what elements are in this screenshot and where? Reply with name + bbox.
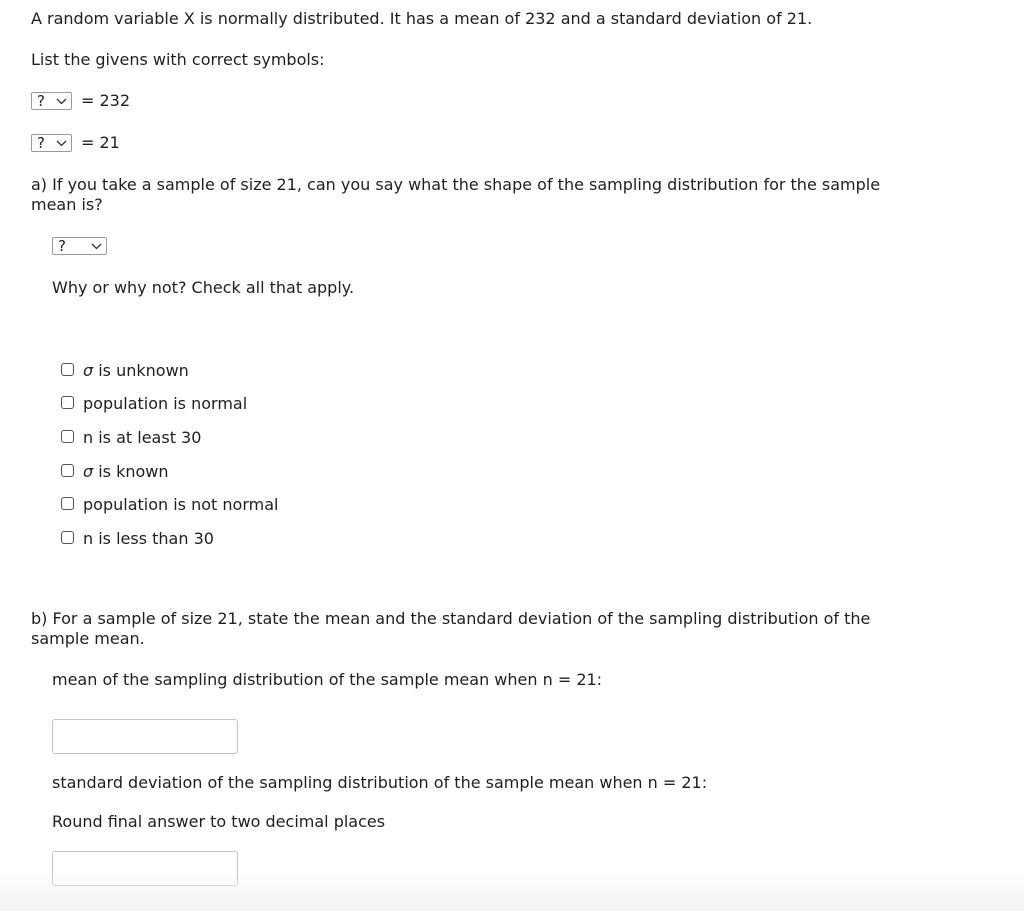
given-sd-symbol-select[interactable]: [31, 134, 72, 152]
round-note: Round final answer to two decimal places: [52, 812, 386, 831]
part-b-question-line1: b) For a sample of size 21, state the mean and the standard deviation of the sampling distribution of the: [31, 609, 871, 628]
option-population-not-normal[interactable]: [61, 495, 361, 515]
shape-select[interactable]: [52, 237, 107, 255]
option-text: is unknown: [93, 361, 189, 380]
sigma-symbol: σ: [83, 462, 94, 481]
option-population-normal[interactable]: [61, 394, 361, 414]
given-mean-value: = 232: [81, 91, 131, 110]
part-a-question-line1: a) If you take a sample of size 21, can you say what the shape of the sampling distribution for the sample: [31, 175, 881, 194]
select-value: ?: [58, 237, 66, 255]
mean-prompt: mean of the sampling distribution of the sample mean when n = 21:: [52, 670, 603, 689]
option-label: [83, 361, 189, 381]
chevron-down-icon: [56, 98, 67, 105]
sigma-symbol: σ: [83, 361, 94, 380]
select-value: ?: [37, 92, 45, 110]
part-b-question-line2: sample mean.: [31, 629, 145, 648]
option-sigma-known[interactable]: [61, 462, 361, 482]
given-mean-symbol-select[interactable]: [31, 92, 72, 110]
chevron-down-icon: [56, 140, 67, 147]
option-n-less-than-30[interactable]: [61, 529, 361, 549]
why-prompt: Why or why not? Check all that apply.: [52, 278, 355, 297]
option-sigma-unknown[interactable]: [61, 361, 361, 381]
given-sd-value: = 21: [81, 133, 120, 152]
option-text: n is less than 30: [83, 529, 214, 548]
intro-text: A random variable X is normally distributed. It has a mean of 232 and a standard deviation of 21.: [31, 9, 813, 28]
sd-prompt: standard deviation of the sampling distribution of the sample mean when n = 21:: [52, 773, 708, 792]
checkbox[interactable]: [61, 531, 74, 544]
option-n-at-least-30[interactable]: [61, 428, 361, 448]
select-value: ?: [37, 134, 45, 152]
option-text: population is normal: [83, 394, 248, 413]
chevron-down-icon: [91, 243, 102, 250]
checkbox[interactable]: [61, 396, 74, 409]
checkbox[interactable]: [61, 464, 74, 477]
part-a-question-line2: mean is?: [31, 195, 103, 214]
option-text: n is at least 30: [83, 428, 202, 447]
checkbox[interactable]: [61, 430, 74, 443]
checkbox[interactable]: [61, 363, 74, 376]
checkbox[interactable]: [61, 497, 74, 510]
option-text: population is not normal: [83, 495, 279, 514]
givens-heading: List the givens with correct symbols:: [31, 50, 325, 69]
option-text: is known: [93, 462, 169, 481]
mean-answer-input[interactable]: [52, 719, 238, 754]
sd-answer-input[interactable]: [52, 851, 238, 886]
option-label: [83, 462, 169, 482]
